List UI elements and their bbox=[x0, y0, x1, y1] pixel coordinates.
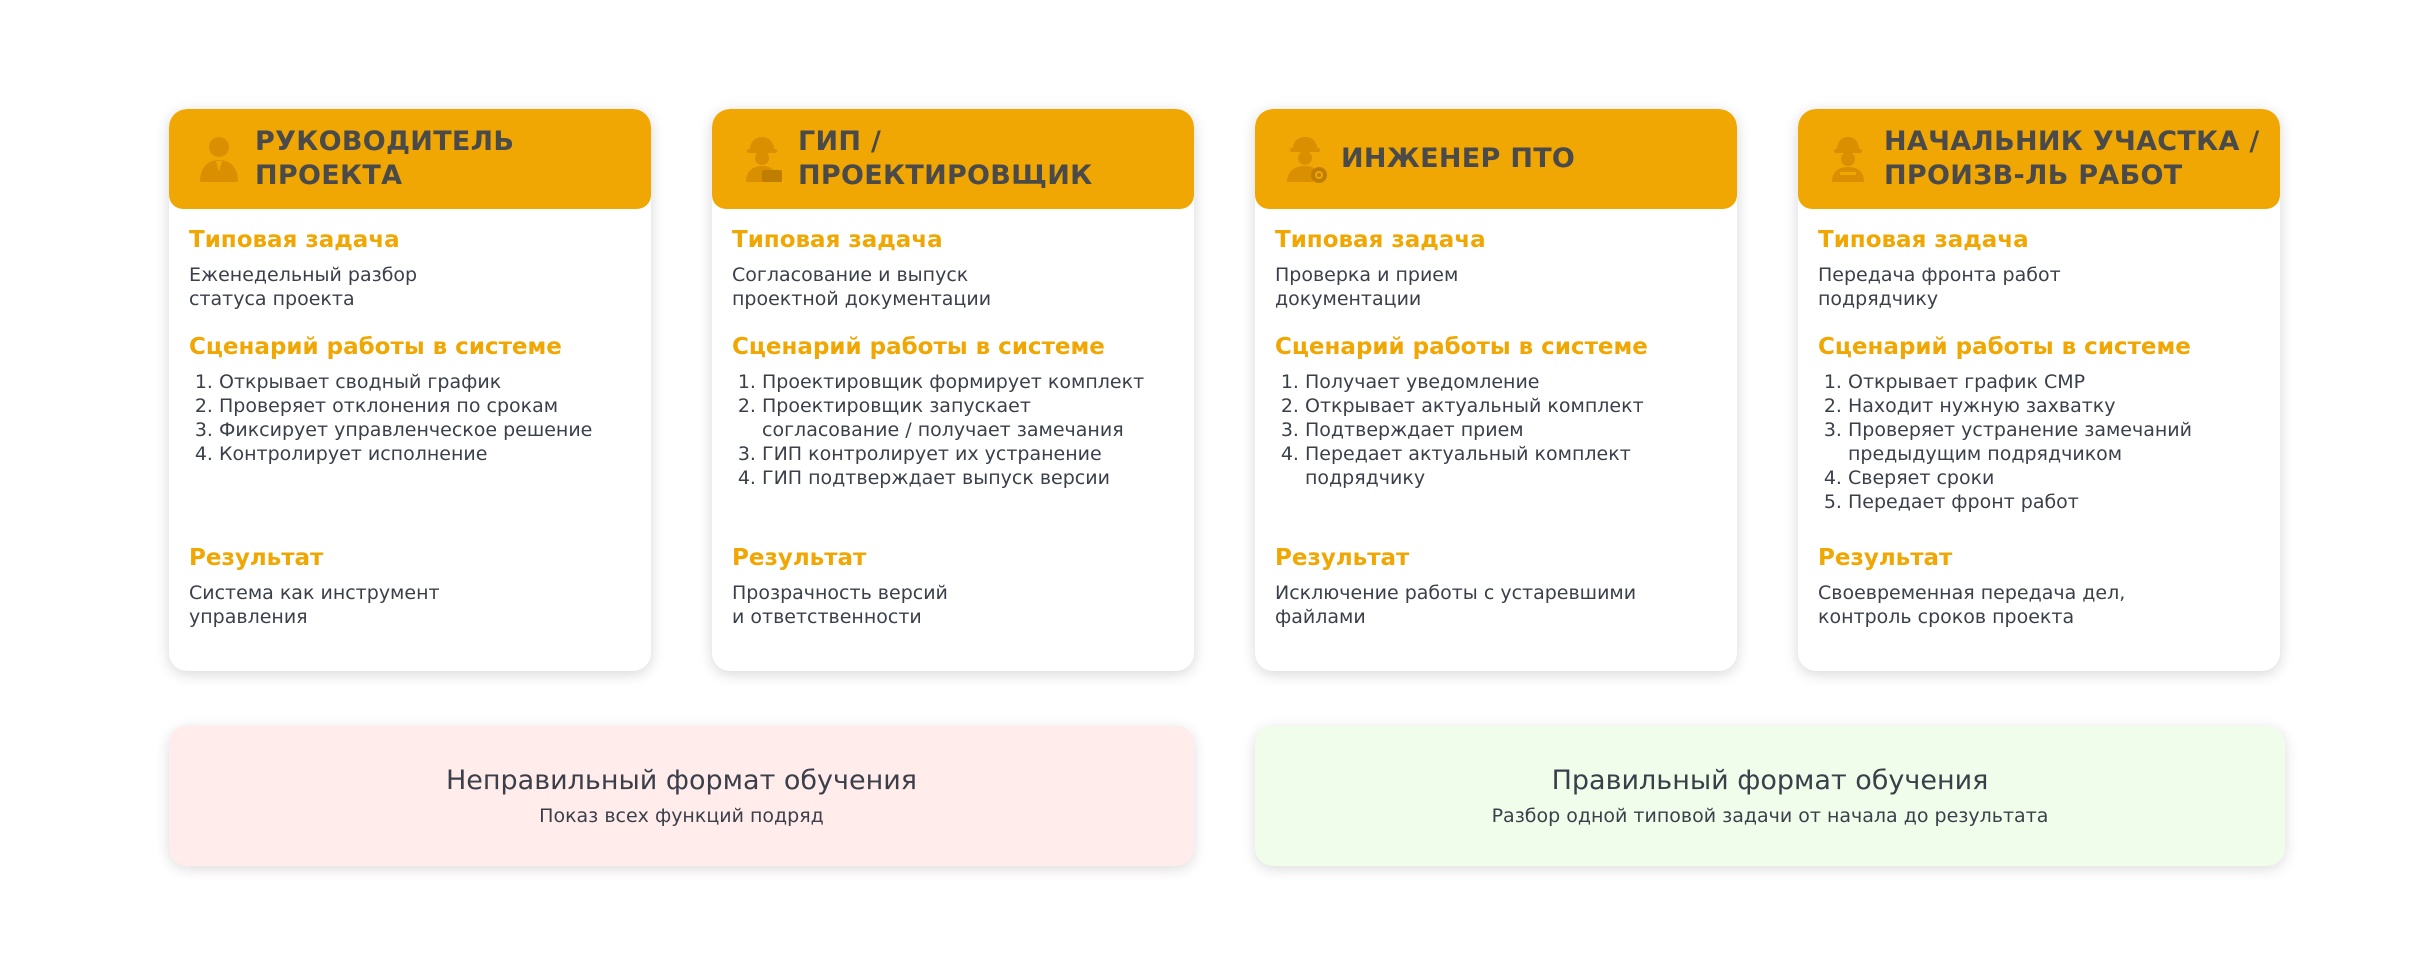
role-title: РУКОВОДИТЕЛЬ ПРОЕКТА bbox=[255, 126, 515, 191]
scenario-step: 3. Подтверждает прием bbox=[1305, 418, 1717, 442]
result-text: Прозрачность версий и ответственности bbox=[732, 582, 948, 628]
result-label: Результат bbox=[189, 545, 324, 571]
task-text: Еженедельный разбор статуса проекта bbox=[189, 264, 418, 310]
card-header bbox=[1798, 109, 2280, 209]
scenario-step: 3. Фиксирует управленческое решение bbox=[219, 418, 631, 442]
engineer-gear-icon bbox=[1283, 133, 1327, 185]
right-format-title: Правильный формат обучения bbox=[1551, 765, 1989, 796]
wrong-format-title: Неправильный формат обучения bbox=[445, 765, 918, 796]
task-label: Типовая задача bbox=[189, 227, 400, 253]
result-text: Своевременная передача дел, контроль сроков проекта bbox=[1818, 582, 2126, 628]
scenario-label: Сценарий работы в системе bbox=[189, 334, 562, 360]
role-title: ГИП / ПРОЕКТИРОВЩИК bbox=[798, 126, 1093, 191]
role-title: НАЧАЛЬНИК УЧАСТКА / ПРОИЗВ-ЛЬ РАБОТ bbox=[1884, 126, 2260, 191]
scenario-step: 3. Проверяет устранение замечаний предыдущим подрядчиком bbox=[1848, 418, 2260, 466]
scenario-step: 1. Открывает график СМР bbox=[1848, 370, 2260, 394]
scenario-step: 2. Проектировщик запускает согласование / получает замечания bbox=[762, 394, 1174, 442]
scenario-step: 2. Открывает актуальный комплект bbox=[1305, 394, 1717, 418]
role-title: ИНЖЕНЕР ПТО bbox=[1341, 143, 1576, 174]
result-label: Результат bbox=[732, 545, 867, 571]
engineer-designer-icon bbox=[740, 133, 784, 185]
result-label: Результат bbox=[1275, 545, 1410, 571]
scenario-step: 4. Контролирует исполнение bbox=[219, 442, 631, 466]
task-text: Проверка и прием документации bbox=[1275, 264, 1459, 310]
scenario-label: Сценарий работы в системе bbox=[1818, 334, 2191, 360]
card-header bbox=[712, 109, 1194, 209]
right-format-subtitle: Разбор одной типовой задачи от начала до результата bbox=[1491, 805, 2049, 827]
scenario-steps bbox=[189, 370, 631, 466]
right-format-banner bbox=[1255, 726, 2285, 866]
task-text: Передача фронта работ подрядчику bbox=[1818, 264, 2061, 310]
card-header bbox=[169, 109, 651, 209]
scenario-steps bbox=[732, 370, 1174, 490]
wrong-format-subtitle: Показ всех функций подряд bbox=[539, 805, 824, 827]
scenario-step: 2. Находит нужную захватку bbox=[1848, 394, 2260, 418]
role-card-site-manager bbox=[1798, 109, 2280, 671]
scenario-step: 1. Получает уведомление bbox=[1305, 370, 1717, 394]
scenario-label: Сценарий работы в системе bbox=[732, 334, 1105, 360]
scenario-step: 1. Открывает сводный график bbox=[219, 370, 631, 394]
card-header bbox=[1255, 109, 1737, 209]
scenario-step: 1. Проектировщик формирует комплект bbox=[762, 370, 1174, 394]
scenario-step: 5. Передает фронт работ bbox=[1848, 490, 2260, 514]
manager-icon bbox=[197, 133, 241, 185]
scenario-steps bbox=[1275, 370, 1717, 490]
task-text: Согласование и выпуск проектной документации bbox=[732, 264, 992, 310]
scenario-steps bbox=[1818, 370, 2260, 514]
result-text: Система как инструмент управления bbox=[189, 582, 440, 628]
role-card-chief-engineer bbox=[712, 109, 1194, 671]
scenario-step: 3. ГИП контролирует их устранение bbox=[762, 442, 1174, 466]
role-card-pto-engineer bbox=[1255, 109, 1737, 671]
scenario-step: 4. ГИП подтверждает выпуск версии bbox=[762, 466, 1174, 490]
scenario-step: 4. Передает актуальный комплект подрядчику bbox=[1305, 442, 1717, 490]
scenario-step: 4. Сверяет сроки bbox=[1848, 466, 2260, 490]
task-label: Типовая задача bbox=[732, 227, 943, 253]
wrong-format-banner bbox=[169, 726, 1194, 866]
result-label: Результат bbox=[1818, 545, 1953, 571]
result-text: Исключение работы с устаревшими файлами bbox=[1275, 582, 1637, 628]
task-label: Типовая задача bbox=[1818, 227, 2029, 253]
foreman-icon bbox=[1826, 133, 1870, 185]
scenario-label: Сценарий работы в системе bbox=[1275, 334, 1648, 360]
task-label: Типовая задача bbox=[1275, 227, 1486, 253]
scenario-step: 2. Проверяет отклонения по срокам bbox=[219, 394, 631, 418]
role-card-project-manager bbox=[169, 109, 651, 671]
